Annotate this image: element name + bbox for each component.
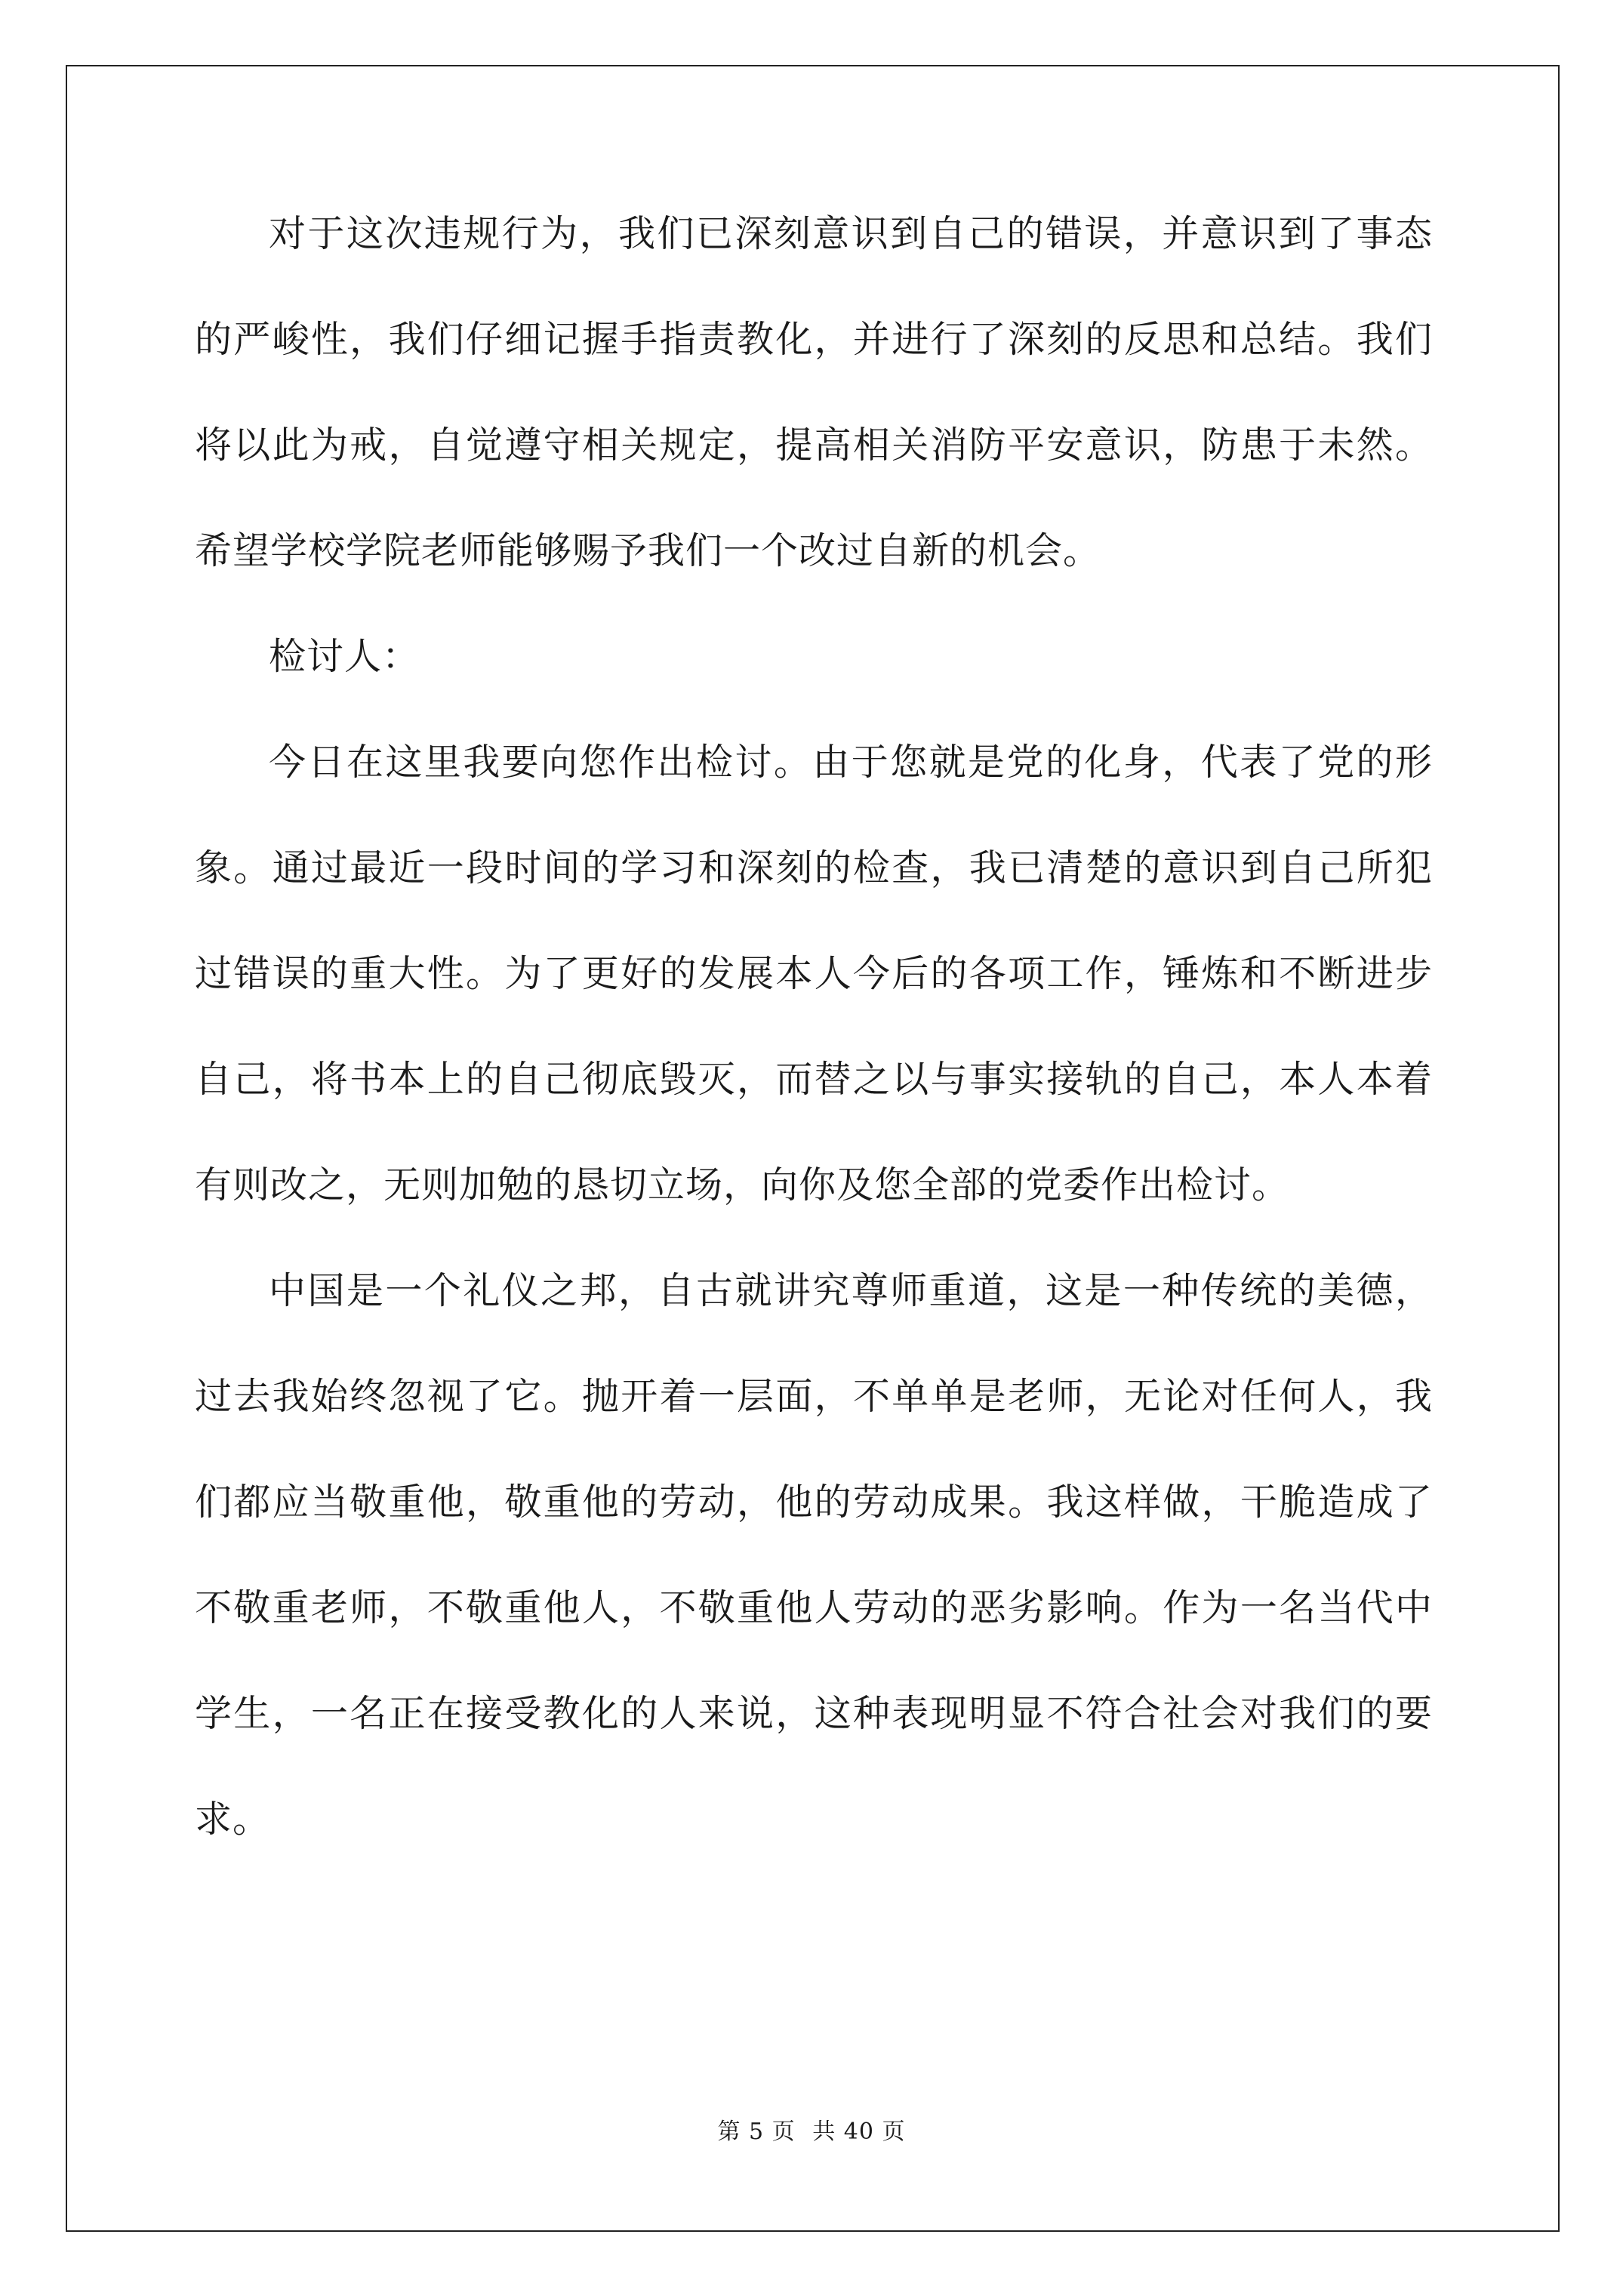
signature-line: 检讨人： [269,635,420,678]
document-body [195,181,1433,1872]
paragraph-party-self-criticism: 今日在这里我要向您作出检讨。由于您就是党的化身，代表了党的形象。通过最近一段时间的学习和深刻的检查，我已清楚的意识到自己所犯过错误的重大性。为了更好的发展本人今后的各项工作，锤炼和不断进步自己，将书本上的自己彻底毁灭，而替之以与事实接轨的自己，本人本着有则改之，无则加勉的恳切立场，向你及您全部的党委作出检讨。 [195,741,1433,1207]
paragraph-respect-teachers: 中国是一个礼仪之邦，自古就讲究尊师重道，这是一种传统的美德，过去我始终忽视了它。抛开着一层面，不单单是老师，无论对任何人，我们都应当敬重他，敬重他的劳动，他的劳动成果。我这样做，干脆造成了不敬重老师，不敬重他人，不敬重他人劳动的恶劣影响。作为一名当代中学生，一名正在接受教化的人来说，这种表现明显不符合社会对我们的要求。 [195,1269,1433,1841]
page-total: 共 40 页 [812,2119,906,2145]
page-number: 第 5 页 [717,2119,796,2145]
paragraph-violation-reflection: 对于这次违规行为，我们已深刻意识到自己的错误，并意识到了事态的严峻性，我们仔细记握手指责教化，并进行了深刻的反思和总结。我们将以此为戒，自觉遵守相关规定，提高相关消防平安意识，防患于未然。希望学校学院老师能够赐予我们一个改过自新的机会。 [195,212,1433,572]
page-footer [0,2113,1623,2146]
